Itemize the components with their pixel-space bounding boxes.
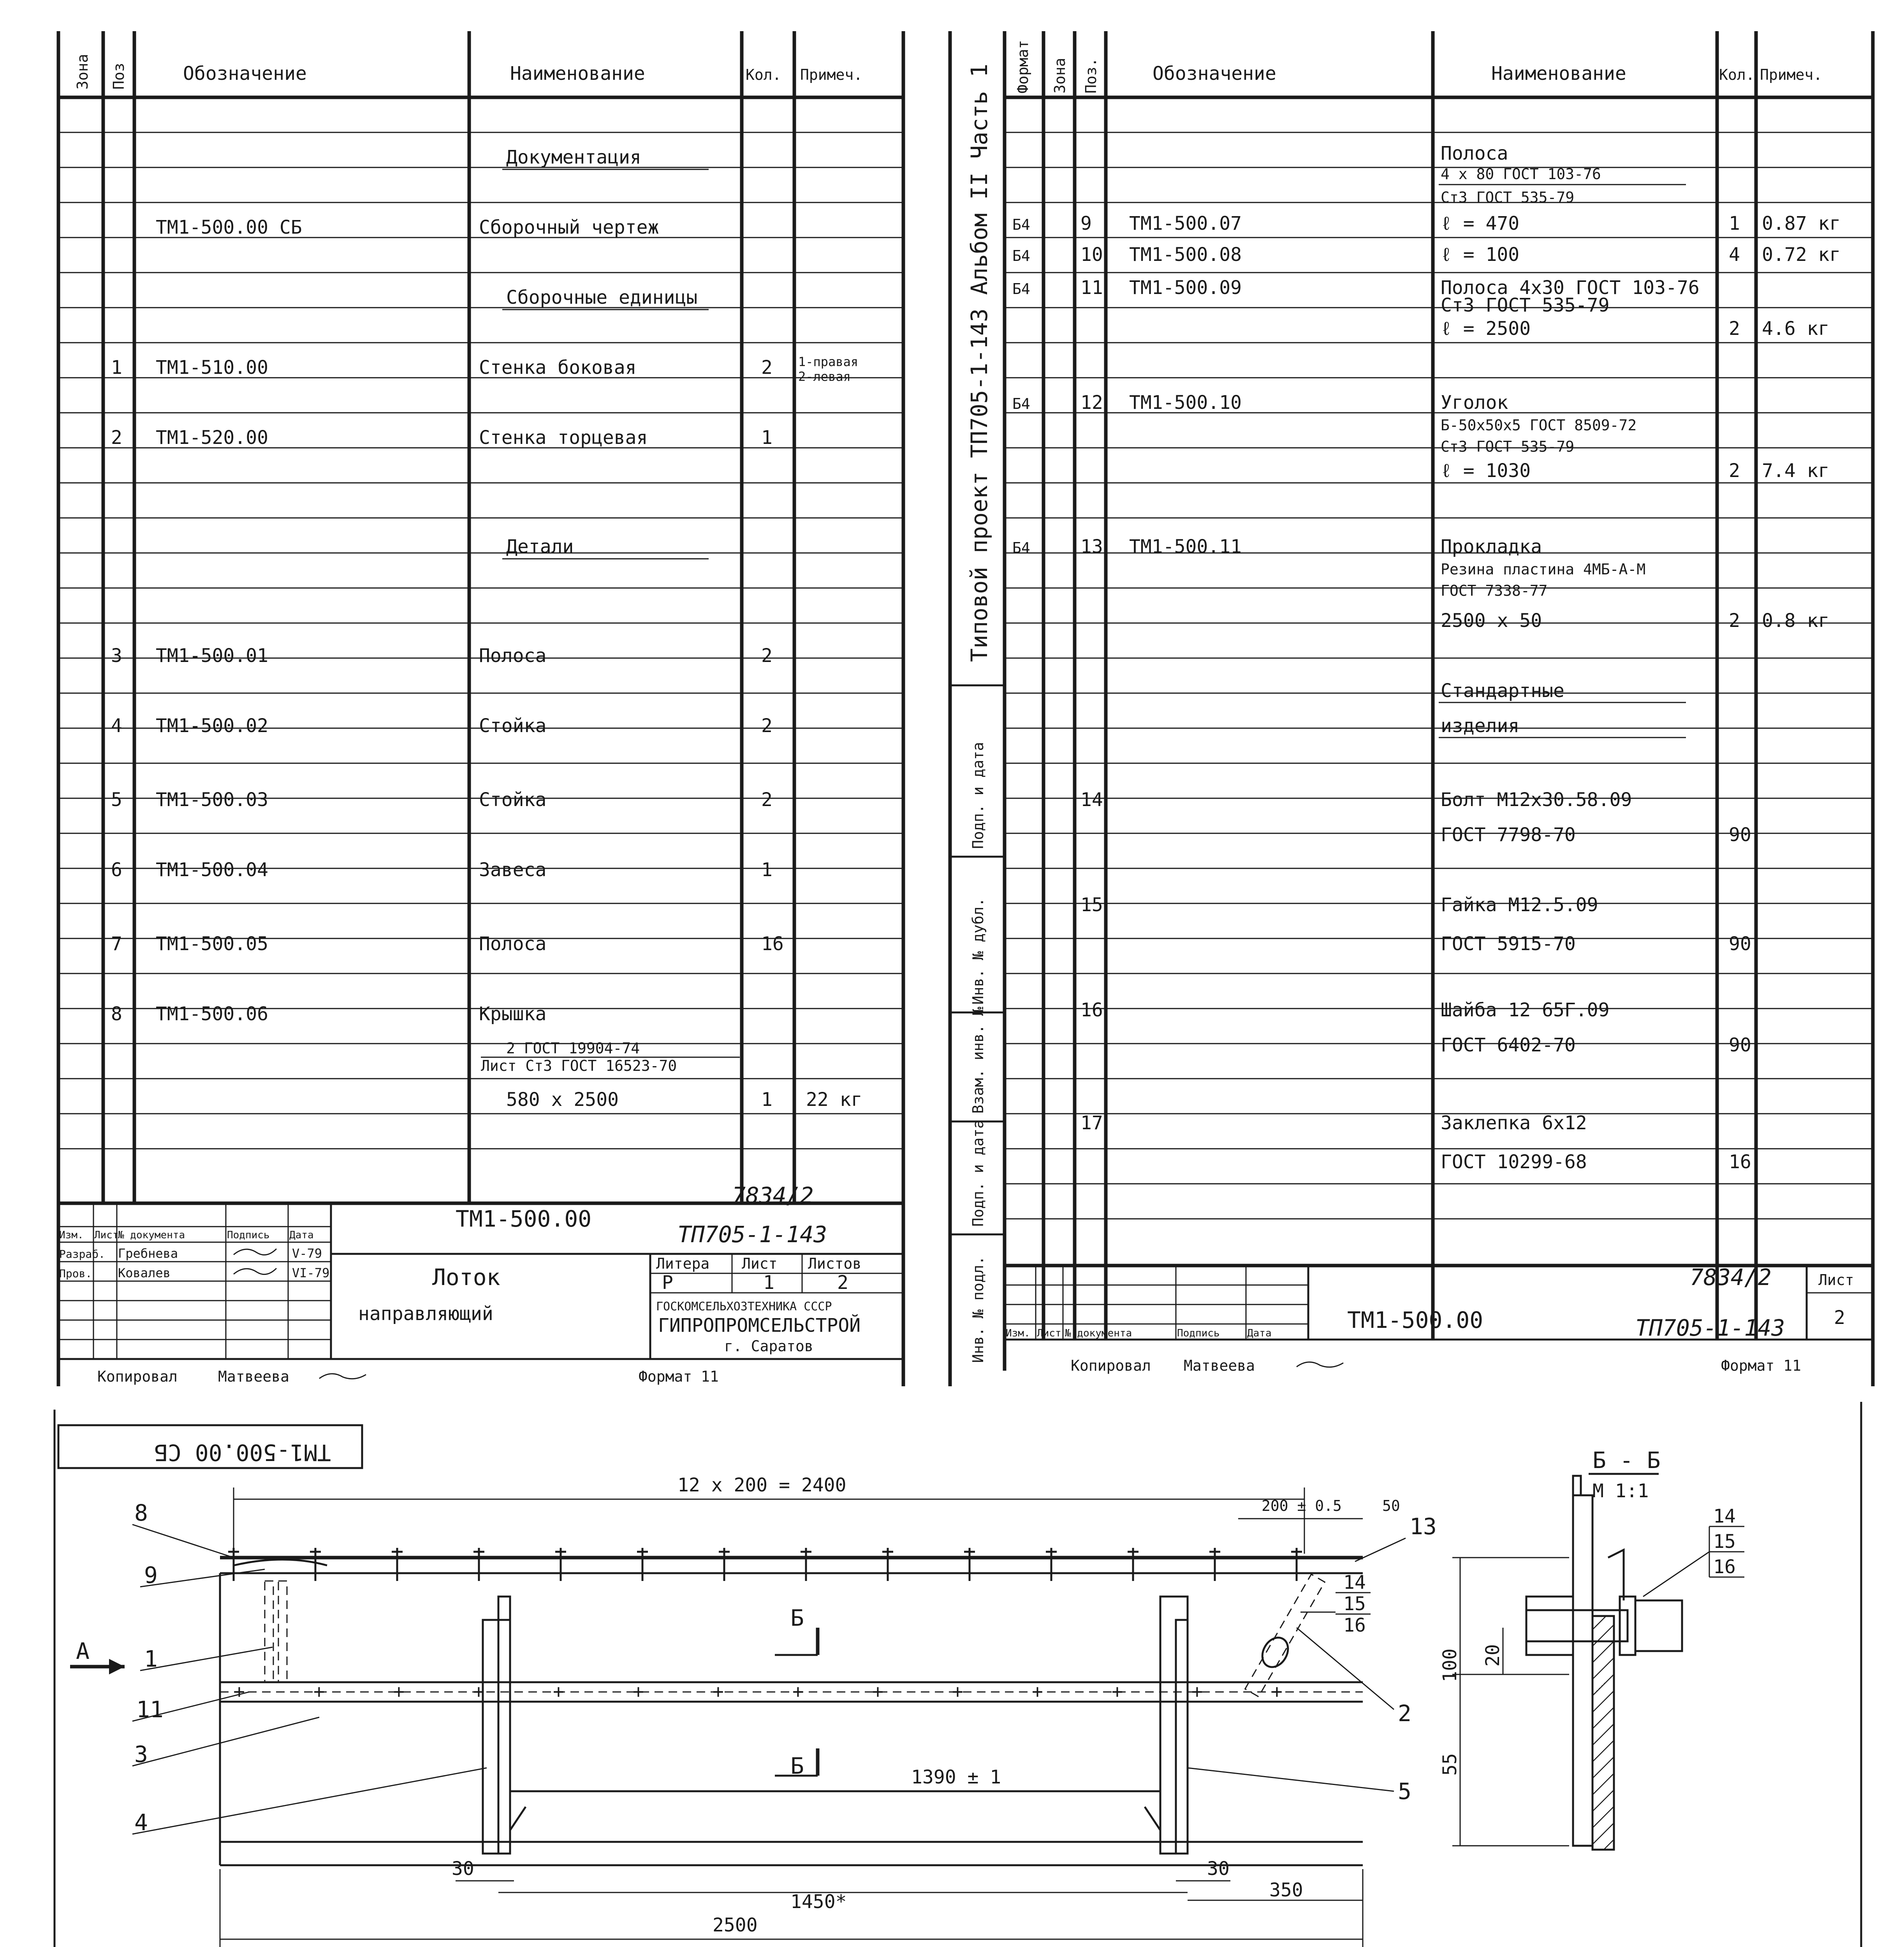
left-row-name: Детали bbox=[506, 536, 574, 558]
right-row-name: Стандартные bbox=[1441, 680, 1564, 702]
left-title-list-h: Лист bbox=[742, 1255, 778, 1272]
callout-14-front: 14 bbox=[1343, 1572, 1366, 1593]
strip-bolt-mark: + bbox=[792, 1681, 804, 1702]
left-spec-rows bbox=[111, 146, 858, 1025]
right-header-format: Формат bbox=[1014, 40, 1031, 93]
left-row-code: ТМ1-500.03 bbox=[156, 789, 268, 811]
right-header-zone: Зона bbox=[1051, 58, 1068, 93]
right-row-qty: 2 bbox=[1729, 610, 1740, 632]
left-title-listov: 2 bbox=[837, 1272, 848, 1294]
left-row-name: Сборочные единицы bbox=[506, 287, 698, 308]
cut-label-top: Б bbox=[790, 1605, 804, 1631]
strip-bolt-mark: + bbox=[952, 1681, 963, 1702]
callout-5: 5 bbox=[1398, 1778, 1411, 1804]
left-title-hdr-list: Лист bbox=[94, 1229, 119, 1241]
left-header-qty: Кол. bbox=[746, 66, 781, 83]
front-view-dimensions bbox=[220, 1474, 1400, 1947]
right-row-format: Б4 bbox=[1012, 395, 1030, 412]
section-label: Б - Б bbox=[1593, 1447, 1661, 1473]
left-row-name: Стенка торцевая bbox=[479, 427, 648, 449]
left-row-code: ТМ1-500.04 bbox=[156, 859, 268, 881]
left-title-hdr-sign: Подпись bbox=[227, 1229, 270, 1241]
dim-2500: 2500 bbox=[713, 1914, 758, 1936]
left-copied-label: Копировал bbox=[97, 1368, 178, 1385]
right-header-qty: Кол. bbox=[1719, 66, 1755, 83]
callout-16-front: 16 bbox=[1343, 1614, 1366, 1636]
right-row-name: 4 x 80 ГОСТ 103-76 bbox=[1441, 165, 1601, 183]
left-title-name-2: направляющий bbox=[358, 1303, 493, 1325]
right-row-code: ТМ1-500.09 bbox=[1129, 277, 1242, 299]
right-row-name: ГОСТ 7798-70 bbox=[1441, 824, 1576, 846]
right-row-qty: 2 bbox=[1729, 318, 1740, 340]
right-row-name: Полоса bbox=[1441, 143, 1508, 164]
left-title-org-3: г. Саратов bbox=[724, 1338, 813, 1355]
left-copier-name: Матвеева bbox=[218, 1368, 290, 1385]
right-row-qty: 90 bbox=[1729, 824, 1751, 846]
left-row-qty: 1 bbox=[761, 859, 773, 881]
left-row-name: Крышка bbox=[479, 1003, 547, 1025]
section-dim-100: 100 bbox=[1439, 1648, 1461, 1682]
right-row-qty: 90 bbox=[1729, 933, 1751, 955]
view-arrow-a-label: А bbox=[76, 1638, 90, 1664]
left-row-qty: 2 bbox=[761, 645, 773, 667]
left-title-r2-role: Пров. bbox=[59, 1267, 92, 1280]
right-row-pos: 17 bbox=[1080, 1112, 1103, 1134]
right-copied-label: Копировал bbox=[1071, 1357, 1151, 1374]
left-row-name: Стойка bbox=[479, 789, 547, 811]
left-header-name: Наименование bbox=[510, 63, 645, 84]
left-title-hdr-date: Дата bbox=[289, 1229, 314, 1241]
right-row-name: Прокладка bbox=[1441, 536, 1542, 558]
left-title-r2-date: VI-79 bbox=[292, 1266, 330, 1280]
right-row-qty: 1 bbox=[1729, 213, 1740, 234]
left-row-pos: 6 bbox=[111, 859, 122, 881]
right-row-note: 7.4 кг bbox=[1762, 460, 1830, 482]
right-row-name: Ст3 ГОСТ 535-79 bbox=[1441, 189, 1575, 206]
left-row-qty: 16 bbox=[761, 933, 784, 955]
right-row-name: ℓ = 2500 bbox=[1441, 318, 1531, 340]
dim-top-span: 12 x 200 = 2400 bbox=[677, 1474, 846, 1496]
left-row-code: ТМ1-500.01 bbox=[156, 645, 268, 667]
right-row-pos: 13 bbox=[1080, 536, 1103, 558]
left-header-code: Обозначение bbox=[183, 63, 307, 84]
right-copier-name: Матвеева bbox=[1184, 1357, 1255, 1374]
right-row-qty: 90 bbox=[1729, 1034, 1751, 1056]
callout-9: 9 bbox=[144, 1562, 158, 1588]
left-row-pos: 3 bbox=[111, 645, 122, 667]
front-view-callouts bbox=[132, 1500, 1437, 1836]
strip-bolt-mark: + bbox=[1191, 1681, 1203, 1702]
callout-4: 4 bbox=[134, 1809, 148, 1836]
right-header-pos: Поз. bbox=[1082, 58, 1100, 93]
left-title-project: ТП705-1-143 bbox=[677, 1221, 827, 1248]
right-side-label-vzam: Взам. инв. № bbox=[970, 1007, 987, 1114]
right-side-title: Типовой проект ТП705-1-143 Альбом II Часть 1 bbox=[966, 63, 992, 662]
right-side-label-podp-2: Подп. и дата bbox=[970, 742, 987, 849]
left-header-zone: Зона bbox=[74, 54, 91, 90]
left-title-name-1: Лоток bbox=[432, 1264, 500, 1290]
left-title-litera: Р bbox=[662, 1272, 673, 1294]
left-title-org-2: ГИПРОПРОМСЕЛЬСТРОЙ bbox=[658, 1315, 861, 1336]
left-row-code: ТМ1-510.00 bbox=[156, 357, 268, 378]
right-row-name: Резина пластина 4МБ-А-М bbox=[1441, 561, 1646, 578]
left-title-hdr-doc: № документа bbox=[118, 1229, 185, 1241]
right-format: Формат 11 bbox=[1721, 1357, 1801, 1374]
dim-30-right: 30 bbox=[1207, 1858, 1230, 1880]
strip-bolt-mark: + bbox=[393, 1681, 405, 1702]
dim-50: 50 bbox=[1382, 1497, 1400, 1514]
right-row-code: ТМ1-500.10 bbox=[1129, 392, 1242, 414]
right-header-name: Наименование bbox=[1491, 63, 1626, 84]
right-row-pos: 15 bbox=[1080, 894, 1103, 916]
right-row-code: ТМ1-500.08 bbox=[1129, 244, 1242, 266]
left-row-name: Завеса bbox=[479, 859, 547, 881]
left-row-pos: 2 bbox=[111, 427, 122, 449]
left-row-name: Сборочный чертеж bbox=[479, 217, 659, 238]
right-title-hdr-sign: Подпись bbox=[1177, 1327, 1220, 1339]
left-row-note: 1-правая bbox=[798, 354, 859, 369]
left-header-pos: Поз bbox=[110, 63, 127, 90]
strip-bolt-mark: + bbox=[1271, 1681, 1283, 1702]
right-title-project: ТП705-1-143 bbox=[1635, 1315, 1785, 1341]
right-row-code: ТМ1-500.11 bbox=[1129, 536, 1242, 558]
right-title-list: 2 bbox=[1834, 1307, 1845, 1329]
right-title-hdr-doc: № документа bbox=[1065, 1327, 1132, 1339]
left-title-code: ТМ1-500.00 bbox=[456, 1206, 592, 1232]
right-row-name: ГОСТ 5915-70 bbox=[1441, 933, 1576, 955]
strip-bolt-mark: + bbox=[713, 1681, 724, 1702]
left-title-list: 1 bbox=[763, 1272, 774, 1294]
cut-label-bottom: Б bbox=[790, 1753, 804, 1779]
left-spec-sheet bbox=[58, 31, 903, 1386]
right-row-name: ГОСТ 7338-77 bbox=[1441, 582, 1548, 599]
right-row-note: 0.87 кг bbox=[1762, 213, 1841, 234]
right-side-label-inv-podl: Инв. № подл. bbox=[970, 1256, 987, 1363]
strip-bolt-mark: + bbox=[1032, 1681, 1043, 1702]
left-row-name: Полоса bbox=[479, 645, 547, 667]
left-title-listov-h: Листов bbox=[808, 1255, 862, 1272]
right-row-qty: 2 bbox=[1729, 460, 1740, 482]
right-row-name: ℓ = 1030 bbox=[1441, 460, 1531, 482]
right-title-hdr-date: Дата bbox=[1247, 1327, 1272, 1339]
callout-3: 3 bbox=[134, 1741, 148, 1767]
section-scale: М 1:1 bbox=[1593, 1480, 1649, 1502]
left-row-code: ТМ1-520.00 bbox=[156, 427, 268, 449]
callout-2: 2 bbox=[1398, 1700, 1411, 1727]
right-row-name: Гайка М12.5.09 bbox=[1441, 894, 1598, 916]
right-row-pos: 9 bbox=[1080, 213, 1092, 234]
left-row-code: ТМ1-500.00 СБ bbox=[156, 217, 302, 238]
left-row8-note: 22 кг bbox=[806, 1089, 862, 1111]
rotated-stamp bbox=[58, 1425, 362, 1468]
left-title-reg: 7834/2 bbox=[732, 1182, 814, 1209]
left-row-pos: 5 bbox=[111, 789, 122, 811]
callout-1: 1 bbox=[144, 1646, 158, 1672]
dim-1450: 1450* bbox=[790, 1891, 847, 1913]
left-format: Формат 11 bbox=[639, 1368, 719, 1385]
left-row-pos: 7 bbox=[111, 933, 122, 955]
right-title-list-h: Лист bbox=[1818, 1271, 1854, 1289]
strip-bolt-mark: + bbox=[553, 1681, 564, 1702]
strip-bolt-mark: + bbox=[633, 1681, 644, 1702]
right-row-qty: 4 bbox=[1729, 244, 1740, 266]
right-row-name: ГОСТ 10299-68 bbox=[1441, 1151, 1587, 1173]
callout-13: 13 bbox=[1410, 1513, 1437, 1540]
left-row8-qty: 1 bbox=[761, 1089, 773, 1111]
right-row-code: ТМ1-500.07 bbox=[1129, 213, 1242, 234]
left-row-qty: 2 bbox=[761, 357, 773, 378]
dim-30-left: 30 bbox=[452, 1858, 474, 1880]
right-row-qty: 16 bbox=[1729, 1151, 1751, 1173]
dim-350: 350 bbox=[1269, 1879, 1303, 1901]
callout-8: 8 bbox=[134, 1500, 148, 1526]
right-header-code: Обозначение bbox=[1153, 63, 1276, 84]
right-row-pos: 10 bbox=[1080, 244, 1103, 266]
right-title-hdr-list: Лист bbox=[1037, 1327, 1061, 1339]
left-row-qty: 2 bbox=[761, 715, 773, 737]
section-b-b bbox=[1439, 1447, 1744, 1850]
left-title-org-1: ГОСКОМСЕЛЬХОЗТЕХНИКА СССР bbox=[656, 1300, 832, 1313]
dim-200: 200 ± 0.5 bbox=[1262, 1497, 1342, 1514]
left-title-litera-h: Литера bbox=[656, 1255, 710, 1272]
left-row-qty: 1 bbox=[761, 427, 773, 449]
right-row-note: 4.6 кг bbox=[1762, 318, 1830, 340]
right-spec-sheet bbox=[950, 31, 1873, 1386]
right-title-code: ТМ1-500.00 bbox=[1347, 1307, 1483, 1333]
right-row-name: Б-50x50x5 ГОСТ 8509-72 bbox=[1441, 417, 1637, 434]
right-row-name: ℓ = 470 bbox=[1441, 213, 1520, 234]
front-view bbox=[70, 1548, 1363, 1865]
left-row-pos: 4 bbox=[111, 715, 122, 737]
strip-bolt-mark: + bbox=[313, 1681, 325, 1702]
left-title-hdr-izm: Изм. bbox=[59, 1229, 84, 1241]
left-header-note: Примеч. bbox=[800, 66, 863, 83]
right-row-format: Б4 bbox=[1012, 539, 1030, 556]
strip-bolt-mark: + bbox=[473, 1681, 484, 1702]
left-row-name: Стойка bbox=[479, 715, 547, 737]
left-row-pos: 8 bbox=[111, 1003, 122, 1025]
left-row-note-2: 2-левая bbox=[798, 369, 851, 384]
strip-bolt-mark: + bbox=[872, 1681, 883, 1702]
right-side-label-dubl: Инв. № дубл. bbox=[970, 898, 987, 1005]
right-row-name: изделия bbox=[1441, 715, 1520, 737]
right-row-name: Полоса 4x30 ГОСТ 103-76 bbox=[1441, 277, 1700, 299]
left-row-code: ТМ1-500.06 bbox=[156, 1003, 268, 1025]
left-row-code: ТМ1-500.02 bbox=[156, 715, 268, 737]
right-row-pos: 11 bbox=[1080, 277, 1103, 299]
left-title-r1-role: Разраб. bbox=[59, 1248, 106, 1260]
left-row-name: Документация bbox=[506, 146, 641, 168]
right-row-format: Б4 bbox=[1012, 216, 1030, 233]
right-row-pos: 14 bbox=[1080, 789, 1103, 811]
right-row-name: Ст3 ГОСТ 535-79 bbox=[1441, 294, 1610, 316]
callout-14-section: 14 bbox=[1713, 1505, 1736, 1527]
callout-15-section: 15 bbox=[1713, 1531, 1736, 1553]
section-dim-20: 20 bbox=[1482, 1644, 1504, 1667]
left-row-name: Полоса bbox=[479, 933, 547, 955]
left-title-r2-name: Ковалев bbox=[118, 1266, 171, 1280]
callout-11: 11 bbox=[136, 1696, 164, 1723]
right-title-reg: 7834/2 bbox=[1690, 1264, 1772, 1290]
strip-bolt-mark: + bbox=[1112, 1681, 1123, 1702]
strip-bolt-mark: + bbox=[234, 1681, 245, 1702]
callout-15-front: 15 bbox=[1343, 1593, 1366, 1615]
left-row8-size: 580 x 2500 bbox=[506, 1089, 619, 1111]
right-row-pos: 16 bbox=[1080, 999, 1103, 1021]
right-row-name: Болт М12x30.58.09 bbox=[1441, 789, 1632, 811]
right-row-name: Шайба 12 65Г.09 bbox=[1441, 999, 1610, 1021]
right-row-name: Ст3 ГОСТ 535-79 bbox=[1441, 438, 1575, 455]
left-row-qty: 2 bbox=[761, 789, 773, 811]
left-title-r1-date: V-79 bbox=[292, 1246, 322, 1261]
right-side-label-podp-1: Подп. и дата bbox=[970, 1120, 987, 1227]
right-row-format: Б4 bbox=[1012, 280, 1030, 298]
right-row-name: ГОСТ 6402-70 bbox=[1441, 1034, 1576, 1056]
right-row-note: 0.8 кг bbox=[1762, 610, 1830, 632]
dim-1390: 1390 ± 1 bbox=[911, 1766, 1001, 1788]
right-row-name: Уголок bbox=[1441, 392, 1508, 414]
rotated-stamp-code: ТМ1-500.00 СБ bbox=[154, 1439, 331, 1466]
left-row-code: ТМ1-500.05 bbox=[156, 933, 268, 955]
right-row-name: 2500 x 50 bbox=[1441, 610, 1542, 632]
left-row8-material-1: 2 ГОСТ 19904-74 bbox=[506, 1040, 640, 1057]
left-row-name: Стенка боковая bbox=[479, 357, 637, 378]
callout-16-section: 16 bbox=[1713, 1556, 1736, 1578]
right-row-note: 0.72 кг bbox=[1762, 244, 1841, 266]
right-row-name: Заклепка 6x12 bbox=[1441, 1112, 1587, 1134]
section-dim-55: 55 bbox=[1439, 1753, 1461, 1776]
right-row-name: ℓ = 100 bbox=[1441, 244, 1520, 266]
right-title-hdr-izm: Изм. bbox=[1006, 1327, 1030, 1339]
right-row-format: Б4 bbox=[1012, 247, 1030, 264]
left-row-pos: 1 bbox=[111, 357, 122, 378]
right-row-pos: 12 bbox=[1080, 392, 1103, 414]
right-header-note: Примеч. bbox=[1760, 66, 1823, 83]
left-row8-material-2: Лист Ст3 ГОСТ 16523-70 bbox=[481, 1057, 677, 1074]
left-title-r1-name: Гребнева bbox=[118, 1246, 178, 1261]
